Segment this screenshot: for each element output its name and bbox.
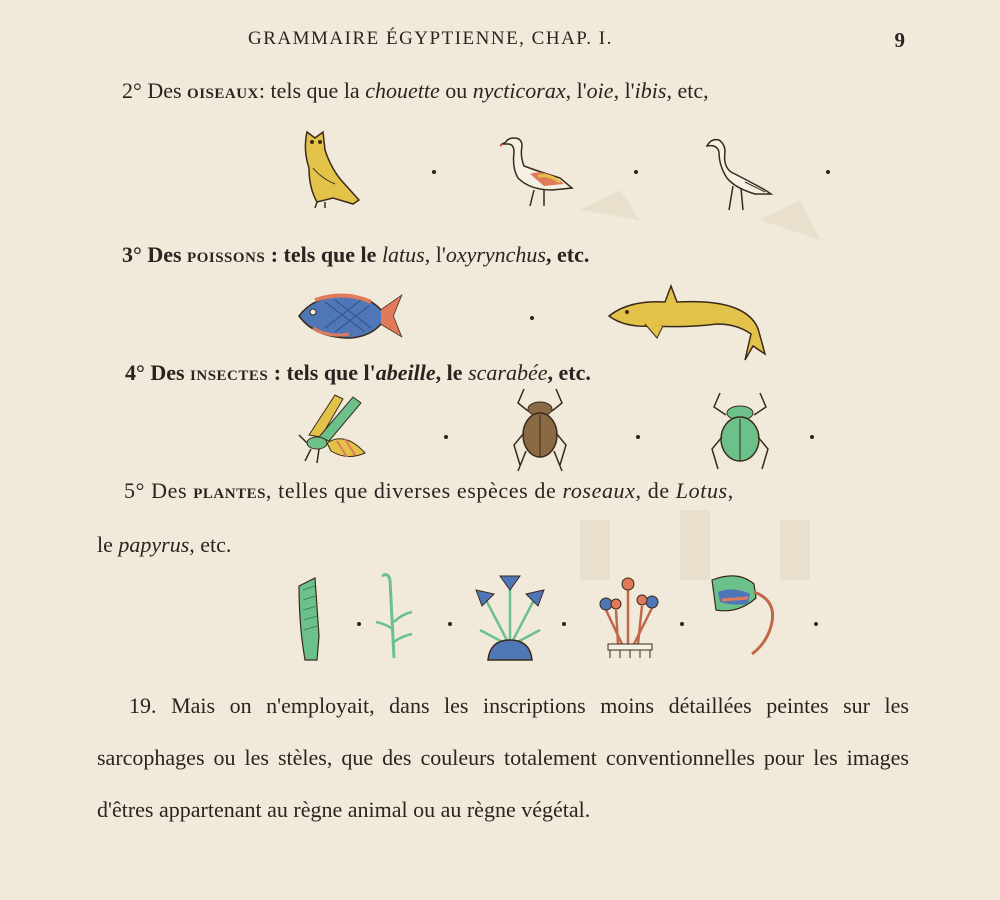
text: , etc, xyxy=(666,78,709,103)
text: : tels que la xyxy=(258,78,360,103)
separator-dot xyxy=(432,170,436,174)
term: oie xyxy=(586,78,614,103)
text: , l' xyxy=(424,242,446,267)
item-number: 5° xyxy=(124,478,145,503)
paragraph-text: Mais on n'employait, dans les inscriptions moins détaillées peintes sur les sarcophages ou les stèles, que des couleurs totalement conventionnelles pour les images d'êtres appartenant au règne animal ou au règne végétal. xyxy=(97,693,909,822)
oxyrynchus-fish-hieroglyph-icon xyxy=(605,282,775,362)
item-number: 3° xyxy=(122,242,142,267)
text: , le xyxy=(435,360,463,385)
fish-hieroglyph-row xyxy=(0,280,1000,365)
papyrus-clump-hieroglyph-icon xyxy=(470,570,550,662)
paragraph-19 xyxy=(97,680,909,836)
term: oxyrynchus xyxy=(445,242,546,267)
lotus-flower-hieroglyph-icon xyxy=(708,570,784,662)
running-title: GRAMMAIRE ÉGYPTIENNE, CHAP. I. xyxy=(248,28,613,49)
text: Des xyxy=(150,360,185,385)
separator-dot xyxy=(810,435,814,439)
category-label: oiseaux xyxy=(187,78,259,103)
text: , telles que diverses espèces de xyxy=(265,478,557,503)
page-number: 9 xyxy=(894,28,905,52)
item-number: 2° xyxy=(122,78,142,103)
item-number: 4° xyxy=(125,360,145,385)
term: papyrus xyxy=(118,532,190,557)
separator-dot xyxy=(680,622,684,626)
text: , etc. xyxy=(189,532,232,557)
text: , de xyxy=(635,478,670,503)
text: : tels que l' xyxy=(273,360,376,385)
text: , l' xyxy=(565,78,587,103)
category-label: plantes xyxy=(193,478,266,503)
plants-hieroglyph-row xyxy=(0,568,1000,668)
plants-line-2 xyxy=(97,532,231,558)
insects-hieroglyph-row xyxy=(0,385,1000,480)
text: Des xyxy=(147,78,182,103)
birds-line xyxy=(122,78,709,104)
owl-hieroglyph-icon xyxy=(295,128,370,208)
text: , etc. xyxy=(547,360,591,385)
reed-plant-hieroglyph-icon xyxy=(372,572,420,660)
separator-dot xyxy=(444,435,448,439)
reed-leaf-hieroglyph-icon xyxy=(295,576,325,662)
separator-dot xyxy=(814,622,818,626)
scarab-green-hieroglyph-icon xyxy=(708,389,772,475)
text: Des xyxy=(147,242,182,267)
category-label: poissons xyxy=(187,242,266,267)
text: le xyxy=(97,532,113,557)
fish-line xyxy=(122,242,589,268)
term: abeille xyxy=(375,360,436,385)
term: latus xyxy=(381,242,425,267)
term: Lotus xyxy=(675,478,728,503)
text: ou xyxy=(445,78,468,103)
separator-dot xyxy=(826,170,830,174)
separator-dot xyxy=(562,622,566,626)
term: chouette xyxy=(365,78,440,103)
latus-fish-hieroglyph-icon xyxy=(295,288,405,344)
separator-dot xyxy=(634,170,638,174)
separator-dot xyxy=(448,622,452,626)
separator-dot xyxy=(357,622,361,626)
page-header xyxy=(0,28,1000,58)
separator-dot xyxy=(530,316,534,320)
bee-hieroglyph-icon xyxy=(295,391,375,467)
term: roseaux xyxy=(562,478,636,503)
plants-line-1 xyxy=(124,478,734,504)
ibis-hieroglyph-icon xyxy=(705,132,780,212)
category-label: insectes xyxy=(190,360,269,385)
paragraph-number: 19. xyxy=(129,693,157,718)
birds-hieroglyph-row xyxy=(0,120,1000,220)
term: ibis xyxy=(634,78,667,103)
lotus-bouquet-hieroglyph-icon xyxy=(592,570,672,662)
scarab-brown-hieroglyph-icon xyxy=(510,385,570,475)
text: , l' xyxy=(613,78,635,103)
separator-dot xyxy=(636,435,640,439)
text: : tels que le xyxy=(270,242,377,267)
text: , etc. xyxy=(546,242,590,267)
goose-hieroglyph-icon xyxy=(500,132,580,210)
term: scarabée xyxy=(468,360,548,385)
text: , xyxy=(727,478,734,503)
insects-line xyxy=(125,360,591,386)
term: nycticorax xyxy=(472,78,566,103)
text: Des xyxy=(151,478,188,503)
